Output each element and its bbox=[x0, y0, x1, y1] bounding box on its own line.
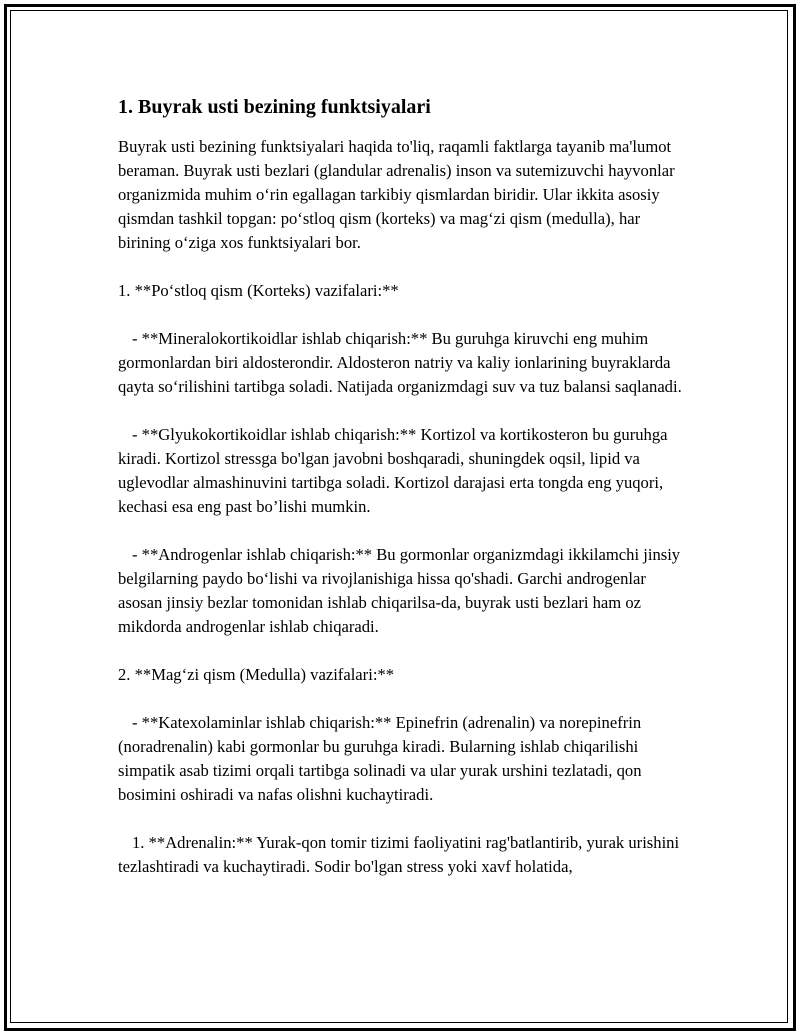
list-item-adrenaline: 1. **Adrenalin:** Yurak-qon tomir tizimi faoliyatini rag'batlantirib, yurak urishini tezlashtiradi va kuchaytiradi. Sodir bo'lgan stress yoki xavf holatida, bbox=[118, 833, 680, 876]
section-heading-cortex: 1. **Po‘stloq qism (Korteks) vazifalari:** bbox=[118, 281, 399, 300]
document-title: 1. Buyrak usti bezining funktsiyalari bbox=[118, 96, 431, 118]
list-item-catecholamines: - **Katexolaminlar ishlab chiqarish:** Epinefrin (adrenalin) va norepinefrin (noradrenalin) kabi gormonlar bu guruhga kiradi. Bularning ishlab chiqarilishi simpatik asab tizimi orqali tartibga solinadi va ular yurak urshini tezlatadi, qon bosimini oshiradi va nafas olishni kuchaytiradi. bbox=[118, 713, 642, 804]
list-item-androgens: - **Androgenlar ishlab chiqarish:** Bu gormonlar organizmdagi ikkilamchi jinsiy belgilarning paydo bo‘lishi va rivojlanishiga hissa qo'shadi. Garchi androgenlar asosan jinsiy bezlar tomonidan ishlab chiqarilsa-da, buyrak usti bezlari ham oz mikdorda androgenlar ishlab chiqaradi. bbox=[118, 545, 681, 636]
document-body bbox=[118, 93, 693, 903]
list-item-glucocorticoids: - **Glyukokortikoidlar ishlab chiqarish:** Kortizol va kortikosteron bu guruhga kiradi. Kortizol stressga bo'lgan javobni boshqaradi, shuningdek oqsil, lipid va uglevodlar almashinuvini tartibga soladi. Kortizol darajasi erta tongda eng yuqori, kechasi esa eng past bo’lishi mumkin. bbox=[118, 425, 668, 516]
section-heading-medulla: 2. **Mag‘zi qism (Medulla) vazifalari:** bbox=[118, 665, 395, 684]
list-item-mineralocorticoids: - **Mineralokortikoidlar ishlab chiqarish:** Bu guruhga kiruvchi eng muhim gormonlardan biri aldosterondir. Aldosteron natriy va kaliy ionlarining buyraklarda qayta so‘rilishini tartibga soladi. Natijada organizmdagi suv va tuz balansi saqlanadi. bbox=[118, 329, 682, 396]
intro-paragraph: Buyrak usti bezining funktsiyalari haqida to'liq, raqamli faktlarga tayanib ma'lumot beraman. Buyrak usti bezlari (glandular adrenalis) inson va sutemizuvchi hayvonlar organizmida muhim o‘rin egallagan tarkibiy qismlardan biridir. Ular ikkita asosiy qismdan tashkil topgan: po‘stloq qism (korteks) va mag‘zi qism (medulla), har birining o‘ziga xos funktsiyalari bor. bbox=[118, 137, 675, 252]
